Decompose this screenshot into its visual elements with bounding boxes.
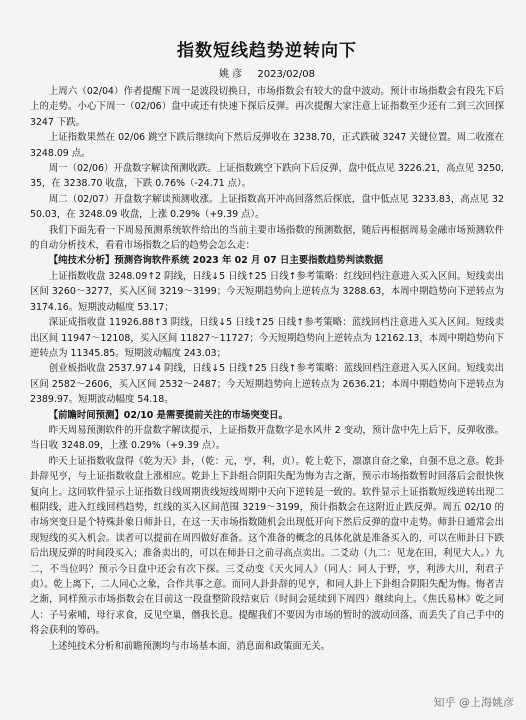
- paragraph-forecast-2: 昨天上证指数收盘得《乾为天》卦，（乾：元，亨，利，贞）。乾上乾下，凛凛自奋之象，自强不息之意。乾卦卦辞见亨，与上证指数收盘上涨相应。乾卦上下卦组合阴阳失配为悔为吉之渐，预示市场指数暂时回落后会很快恢复向上。这同软件显示上证指数日线周期贵线短线周期中天向下逆转是一致的。软件显示上证指数短线逆转出现二根阴线，进入红线回档趋势，红线的买入区间范围 3219～3199，预计指数会在这附近止跌反弹。周五 02/10 的市场突变日是个特殊卦象日师卦日，在这一天市场指数随机会出现低开向下然后反弹的盘中走势。师卦日通常会出现短线的买入机会。读者可以提前在周四做好准备。这个准备的概念的具体化就是准备买入的，可以在师卦日下跌后出现反弹的时间段买入；准备卖出的，可以在师卦日之前寻高点卖出。二爻动（九二：见龙在田，利见大人。）九二，不当位吗？预示今日盘中还会有次下探。三爻动变《天火同人》（同人：同人于野，亨，利涉大川，利君子贞）。乾上离下，二人同心之象，合作共事之意。而同人卦卦辞的见亨，和同人卦上下卦组合阴阳失配为悔。悔者吉之渐，同样预示市场指数会在目前这一段盘整阶段结束后（时间会延续到下周四）继续向上。《焦氏易林》乾之同人：子号索哺，母行求食，反见空巢，僭我长息。提醒我们不要因为市场的暂时的波动回落，而丢失了自己手中的将会获利的筹码。: [30, 455, 504, 637]
- article-title: 指数短线趋势逆转向下: [177, 41, 357, 61]
- paragraph-shanghai-index: 上证指数收盘 3248.09↑2 阴线，日线↓5 日线↑25 日线↑参考策略：红线回档注意进入买入区间。短线卖出区间 3260～3277，买入区间 3219～3199；今天短期趋势向上逆转点为 3288.63，本周中期趋势向下逆转点为 3174.16。短期波动幅度 53.17；: [30, 270, 504, 313]
- author-name: 姚 彦: [218, 69, 243, 80]
- paragraph-4: 周二（02/07）开盘数字解读预测收涨。上证指数高开冲高回落然后探底，盘中低点见 3233.83，高点见 3250.03，在 3248.09 收盘，上涨 0.29%（+9.39 点）。: [30, 193, 504, 221]
- paragraph-5: 我们下面先看一下周易预测系统软件给出的当前主要市场指数的预测数据，随后再根据周易金融市场预测软件的自动分析技术，看看市场指数之后的趋势会怎么走：: [30, 224, 504, 252]
- watermark-text: 知乎 @上海姚彦: [433, 696, 514, 709]
- byline: [30, 65, 504, 80]
- section-heading-forecast: 【前瞻时间预测】02/10 是需要提前关注的市场突变日。: [48, 409, 288, 421]
- paragraph-chinext-index: 创业板指收盘 2537.97↓4 阴线，日线↓5 日线↑25 日线↑参考策略：蓝线回档注意进入买入区间。短线卖出区间 2582～2606，买入区间 2532～2487；今天短期趋势向上逆转点为 2636.21；本周中期趋势向下逆转点为 2389.97。短期波动幅度 54.18。: [30, 363, 504, 406]
- paragraph-3: 周一（02/06）开盘数字解读预测收跌。上证指数跳空下跌向下后反弹，盘中低点见 3226.21，高点见 3250.35，在 3238.70 收盘，下跌 0.76%（-24.71 点）。: [30, 163, 504, 190]
- section-heading-technical: 【纯技术分析】预测咨询软件系统 2023 年 02 月 07 日主要指数趋势判读数据: [48, 255, 384, 267]
- paragraph-shenzhen-index: 深证成指收盘 11926.88↑3 阴线，日线↓5 日线↑25 日线↑参考策略：蓝线回档注意进入买入区间。短线卖出区间 11947～12108，买入区间 11827～11727；今天短期趋势向上逆转点为 12162.13，本周中期趋势向下逆转点为 11345.85。短期波动幅度 243.03；: [30, 317, 504, 359]
- article: [30, 36, 504, 654]
- paragraph-disclaimer: 上述纯技术分析和前瞻预测均与市场基本面、消息面和政策面无关。: [48, 640, 331, 652]
- paragraph-1: 上周六（02/04）作者提醒下周一是波段切换日，市场指数会有较大的盘中波动。预计市场指数会有段先下后上的走势。小心下周一（02/06）盘中或还有快速下探后反弹。再次提醒大家注意上证指数至少还有二到三次回探 3247 下跌。: [30, 86, 504, 128]
- publish-date: 2023/02/08: [257, 69, 315, 80]
- paragraph-forecast-1: 昨天周易预测软件的开盘数字解读提示，上证指数开盘数字是水风井 2 变动，预计盘中先上后下，反弹收涨。当日收 3248.09，上涨 0.29%（+9.39 点）。: [30, 424, 504, 452]
- paragraph-2: 上证指数果然在 02/06 跳空下跌后继续向下然后反弹收在 3238.70，正式跌破 3247 关键位置。周二收涨在 3248.09 点。: [30, 132, 504, 159]
